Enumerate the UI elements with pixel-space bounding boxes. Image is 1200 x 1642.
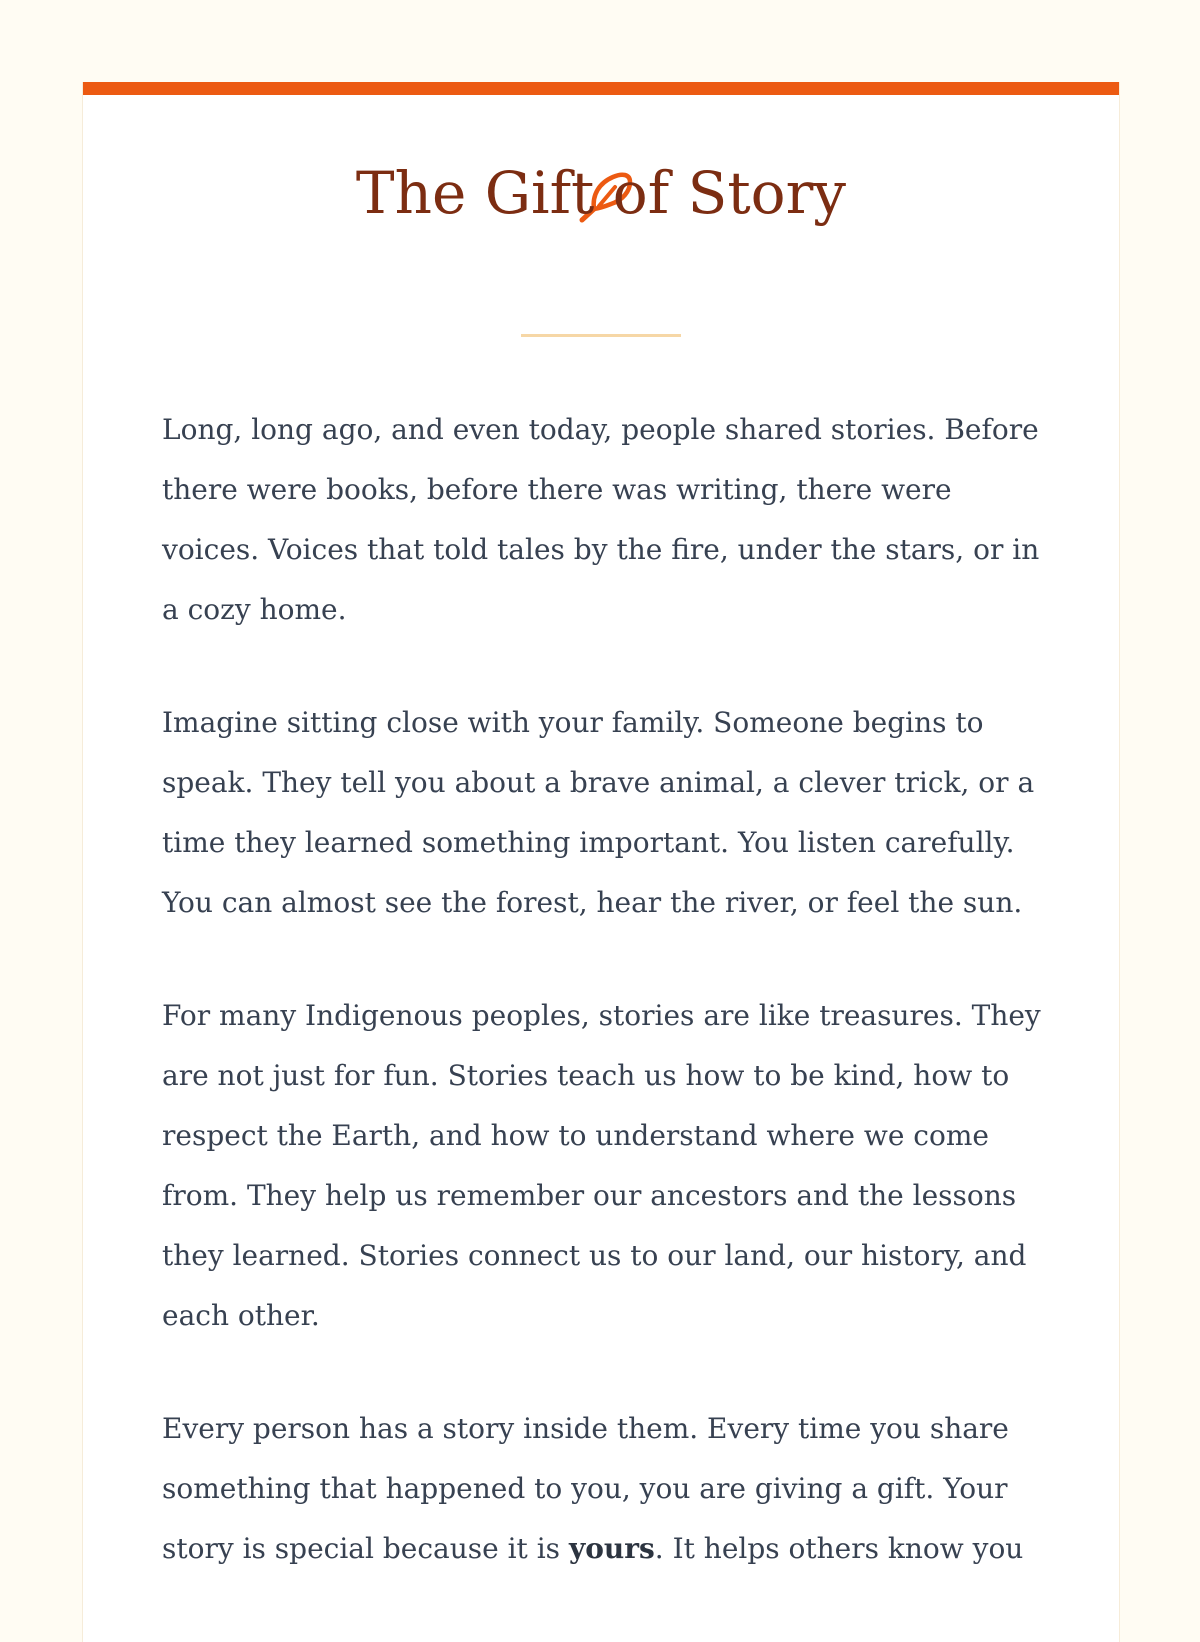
story-paragraph-1: Long, long ago, and even today, people shared stories. Before there were books, before there was writing, there were voices. Voices that told tales by the fire, under the stars, or in a cozy home. [162, 413, 1040, 626]
story-paragraph-2: Imagine sitting close with your family. Someone begins to speak. They tell you about a brave animal, a clever trick, or a time they learned something important. You listen carefully. You can almost see the forest, hear the river, or feel the sun. [162, 706, 1035, 919]
story-paragraph-4 [162, 1399, 1042, 1579]
story-content [162, 400, 1042, 1632]
paragraph-4-text-start: Every person has a story inside them. Every time you share something that happened to you, you are giving a gift. Your story is special because it is [162, 1412, 1009, 1565]
page-title: The Gift of Story [355, 159, 847, 227]
story-card [82, 82, 1120, 1642]
title-underline [521, 334, 681, 337]
paragraph-4-text-end: . It helps others know you [654, 1532, 1024, 1565]
emphasized-word: yours [568, 1532, 655, 1565]
story-paragraph-3: For many Indigenous peoples, stories are like treasures. They are not just for fun. Stories teach us how to be kind, how to respect the Earth, and how to understand where we come from. They help us remember our ancestors and the lessons they learned. Stories connect us to our land, our history, and each other. [162, 999, 1041, 1332]
accent-top-bar [83, 82, 1119, 95]
